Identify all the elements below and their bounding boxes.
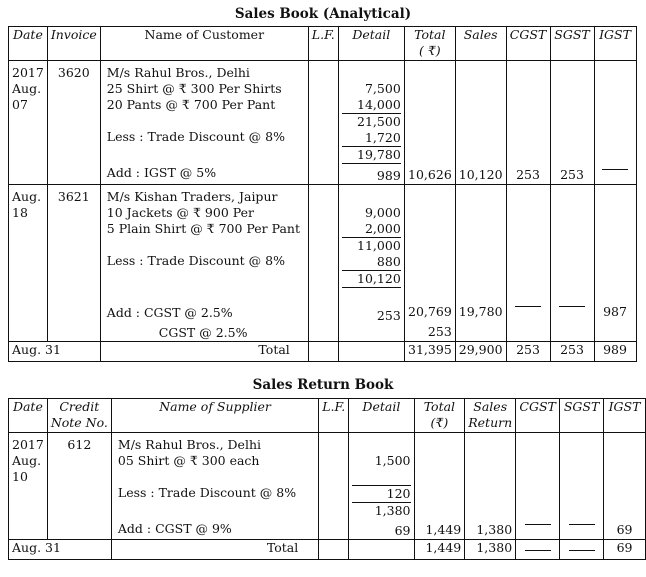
dash-mark <box>569 524 595 525</box>
dash-mark <box>559 306 585 307</box>
desc-line: M/s Rahul Bros., Delhi <box>117 437 261 452</box>
entry2-description <box>100 185 308 342</box>
col-cgst: CGST <box>516 399 560 433</box>
entry2-invoice: 3621 <box>47 185 100 342</box>
desc-line <box>107 285 305 301</box>
entry1-detail <box>338 61 404 185</box>
total-row <box>9 342 637 362</box>
detail-line: 880 <box>342 254 401 271</box>
return-total-sales: 1,380 <box>465 540 516 560</box>
return-total-cgst <box>516 540 560 560</box>
detail-line: 9,000 <box>364 205 401 220</box>
col-cgst: CGST <box>506 27 550 61</box>
return-total-label: Total <box>111 540 318 560</box>
col-name: Name of Customer <box>100 27 308 61</box>
col-detail: Detail <box>349 399 414 433</box>
desc-line: 5 Plain Shirt @ ₹ 700 Per Pant <box>106 221 300 236</box>
col-detail: Detail <box>338 27 404 61</box>
col-sales-label: Return <box>468 415 513 430</box>
detail-line: 11,000 <box>357 238 401 253</box>
return-total-date: Aug. 31 <box>9 540 112 560</box>
detail-line: 7,500 <box>364 81 401 96</box>
return-entry-sales: 1,380 <box>465 433 516 540</box>
return-entry-detail <box>349 433 414 540</box>
desc-line <box>107 113 305 129</box>
return-entry-sgst <box>560 433 604 540</box>
detail-line: 10,120 <box>342 271 401 288</box>
table-row <box>9 61 637 185</box>
detail-line <box>342 189 401 205</box>
entry1-igst <box>594 61 636 185</box>
detail-line: 2,000 <box>342 221 401 238</box>
return-entry-date <box>9 433 48 540</box>
entry2-igst: 987 <box>594 185 636 342</box>
dash-mark <box>569 550 595 551</box>
col-date: Date <box>9 27 48 61</box>
entry1-sgst: 253 <box>550 61 594 185</box>
detail-line: 21,500 <box>357 114 401 129</box>
col-credit-note <box>47 399 111 433</box>
desc-line: Add : IGST @ 5% <box>106 165 217 180</box>
desc-line: Add : CGST @ 2.5% <box>106 305 233 320</box>
entry2-sales: 19,780 <box>455 185 506 342</box>
entry2-lf <box>308 185 338 342</box>
desc-line: Add : CGST @ 9% <box>117 521 232 536</box>
table-row <box>9 433 646 540</box>
detail-line <box>352 469 410 486</box>
entry1-sales: 10,120 <box>455 61 506 185</box>
desc-line: M/s Kishan Traders, Jaipur <box>106 189 278 204</box>
desc-line: 25 Shirt @ ₹ 300 Per Shirts <box>106 81 282 96</box>
dash-mark <box>515 306 541 307</box>
col-sgst: SGST <box>560 399 604 433</box>
col-igst: IGST <box>594 27 636 61</box>
detail-line <box>342 65 401 81</box>
entry1-description <box>100 61 308 185</box>
col-lf: L.F. <box>308 27 338 61</box>
entry2-total <box>404 185 455 342</box>
col-name: Name of Supplier <box>111 399 318 433</box>
date-line: 2017 <box>12 65 44 80</box>
detail-line: 120 <box>352 486 410 503</box>
sales-book-title: Sales Book (Analytical) <box>234 6 412 22</box>
date-line: 2017 <box>12 437 44 452</box>
detail-line <box>342 288 401 304</box>
total-line: 253 <box>427 324 452 339</box>
entry2-cgst <box>506 185 550 342</box>
desc-line <box>118 501 315 517</box>
col-sales: Sales <box>455 27 506 61</box>
return-total-total: 1,449 <box>414 540 465 560</box>
sales-book-table <box>8 26 637 362</box>
desc-line: Less : Trade Discount @ 8% <box>106 253 285 268</box>
entry1-invoice: 3620 <box>47 61 100 185</box>
entry2-date <box>9 185 48 342</box>
detail-line: 253 <box>376 308 401 323</box>
sales-book-header-row <box>9 27 637 61</box>
total-row-sales: 29,900 <box>455 342 506 362</box>
col-total <box>404 27 455 61</box>
entry2-sgst <box>550 185 594 342</box>
return-entry-igst: 69 <box>604 433 646 540</box>
total-row-cgst: 253 <box>506 342 550 362</box>
col-credit-label: Note No. <box>50 415 108 430</box>
entry2-detail <box>338 185 404 342</box>
date-line: 10 <box>12 469 28 484</box>
date-line: Aug. <box>12 453 42 468</box>
desc-line <box>118 469 315 485</box>
desc-line: Less : Trade Discount @ 8% <box>117 485 297 500</box>
desc-line: 05 Shirt @ ₹ 300 each <box>117 453 260 468</box>
detail-line: 69 <box>394 523 411 538</box>
col-total-label: Total <box>423 399 456 414</box>
detail-line: 989 <box>376 168 401 183</box>
dash-mark <box>525 524 551 525</box>
col-total-unit: ( ₹) <box>418 43 441 58</box>
return-total-detail <box>349 540 414 560</box>
total-row-sgst: 253 <box>550 342 594 362</box>
col-total <box>414 399 465 433</box>
total-line: 20,769 <box>408 304 452 319</box>
detail-line: 14,000 <box>342 97 401 114</box>
return-total-lf <box>319 540 349 560</box>
dash-mark <box>602 169 628 170</box>
total-row <box>9 540 646 560</box>
entry1-cgst: 253 <box>506 61 550 185</box>
total-row-lf <box>308 342 338 362</box>
date-line: 07 <box>12 97 28 112</box>
sales-return-table <box>8 398 646 560</box>
col-invoice: Invoice <box>47 27 100 61</box>
col-lf: L.F. <box>319 399 349 433</box>
col-credit-label: Credit <box>59 399 100 414</box>
detail-line <box>352 437 410 453</box>
return-total-igst: 69 <box>604 540 646 560</box>
total-row-label: Total <box>100 342 308 362</box>
desc-line: CGST @ 2.5% <box>158 325 248 340</box>
dash-mark <box>525 550 551 551</box>
col-igst: IGST <box>604 399 646 433</box>
entry1-lf <box>308 61 338 185</box>
detail-line: 19,780 <box>342 147 401 164</box>
return-entry-lf <box>319 433 349 540</box>
total-row-detail <box>338 342 404 362</box>
total-row-igst: 989 <box>594 342 636 362</box>
detail-line: 1,500 <box>374 453 411 468</box>
return-total-sgst <box>560 540 604 560</box>
date-line: Aug. <box>12 189 42 204</box>
col-sgst: SGST <box>550 27 594 61</box>
date-line: 18 <box>12 205 28 220</box>
return-entry-description <box>111 433 318 540</box>
col-sales-label: Sales <box>473 399 508 414</box>
return-entry-credit-note: 612 <box>47 433 111 540</box>
col-total-unit: (₹) <box>430 415 449 430</box>
desc-line: 10 Jackets @ ₹ 900 Per <box>106 205 254 220</box>
entry1-date <box>9 61 48 185</box>
date-line: Aug. <box>12 81 42 96</box>
desc-line: Less : Trade Discount @ 8% <box>106 129 285 144</box>
desc-line <box>107 145 305 161</box>
total-row-date: Aug. 31 <box>9 342 101 362</box>
desc-line <box>107 269 305 285</box>
detail-line: 1,720 <box>342 130 401 147</box>
table-row <box>9 185 637 342</box>
detail-line: 1,380 <box>374 503 411 518</box>
return-entry-total: 1,449 <box>414 433 465 540</box>
col-sales-return <box>465 399 516 433</box>
col-total-label: Total <box>414 27 446 42</box>
return-entry-cgst <box>516 433 560 540</box>
total-row-total: 31,395 <box>404 342 455 362</box>
sales-return-title: Sales Return Book <box>252 377 394 393</box>
desc-line: M/s Rahul Bros., Delhi <box>106 65 250 80</box>
desc-line <box>107 237 305 253</box>
entry1-total: 10,626 <box>404 61 455 185</box>
col-date: Date <box>9 399 48 433</box>
desc-line: 20 Pants @ ₹ 700 Per Pant <box>106 97 276 112</box>
sales-return-header-row <box>9 399 646 433</box>
